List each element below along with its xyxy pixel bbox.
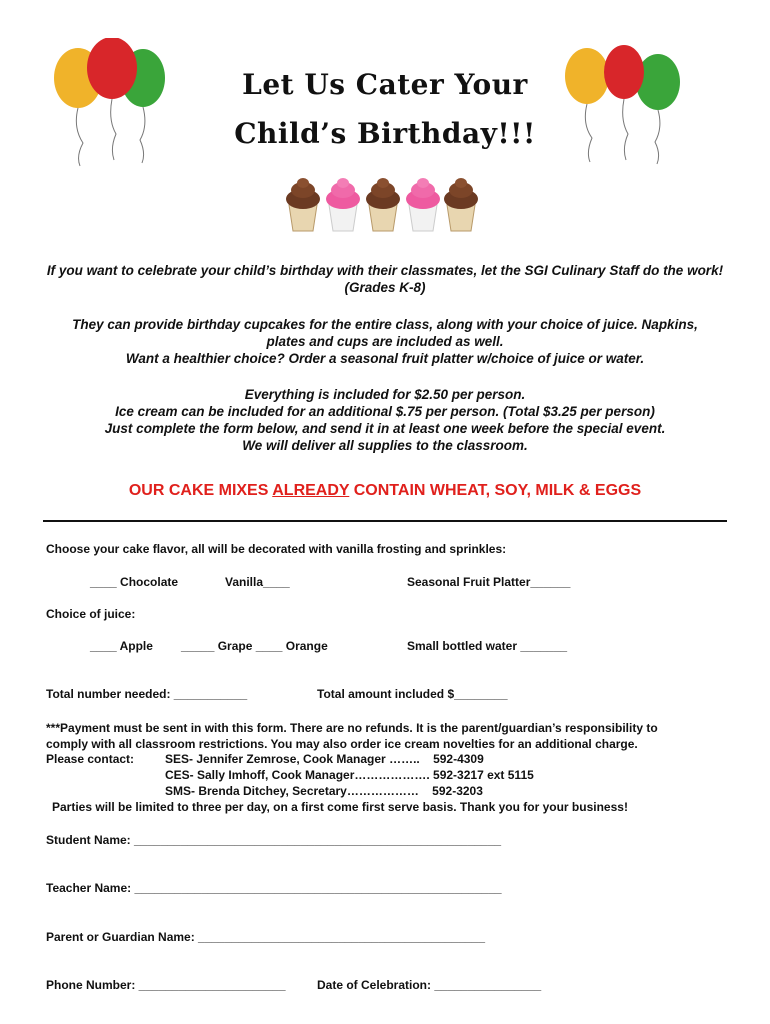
cupcake-icon bbox=[286, 178, 320, 231]
payment-line-2: comply with all classroom restrictions. You may also order ice cream novelties for an additional charge. bbox=[46, 737, 638, 751]
juice-prompt: Choice of juice: bbox=[46, 607, 136, 621]
bottled-water-option[interactable]: Small bottled water _______ bbox=[407, 639, 568, 653]
payment-info bbox=[46, 720, 726, 752]
cupcakes-illustration bbox=[283, 175, 483, 233]
intro-p3-line-3: Just complete the form below, and send it in at least one week before the special event. bbox=[104, 421, 666, 436]
contact-label: Please contact: bbox=[46, 752, 135, 766]
teacher-name-field[interactable]: Teacher Name: _______________________________________________________ bbox=[46, 881, 502, 895]
balloons-right-illustration bbox=[562, 40, 687, 170]
intro-p3-line-4: We will deliver all supplies to the classroom. bbox=[242, 438, 528, 453]
student-name-field[interactable]: Student Name: _______________________________________________________ bbox=[46, 833, 502, 847]
cupcake-icon bbox=[366, 178, 400, 231]
cupcake-icon bbox=[444, 178, 478, 231]
intro-p2-line-2: plates and cups are included as well. bbox=[266, 334, 504, 349]
contact-ses: SES- Jennifer Zemrose, Cook Manager …….. 592-4309 bbox=[165, 752, 484, 766]
contact-ces: CES- Sally Imhoff, Cook Manager………………. 592-3217 ext 5115 bbox=[165, 768, 534, 782]
total-amount-field[interactable]: Total amount included $________ bbox=[317, 687, 508, 701]
celebration-date-field[interactable]: Date of Celebration: ________________ bbox=[317, 978, 542, 992]
intro-p2-line-1: They can provide birthday cupcakes for the entire class, along with your choice of juice. Napkins, bbox=[72, 317, 698, 332]
title-line-2: Child’s Birthday!!! bbox=[234, 117, 536, 150]
warning-text-underlined: ALREADY bbox=[272, 482, 350, 499]
intro-p3-line-1: Everything is included for $2.50 per person. bbox=[244, 387, 526, 402]
apple-juice-option[interactable]: ____ Apple bbox=[90, 639, 153, 653]
party-limit-note: Parties will be limited to three per day, on a first come first serve basis. Thank you for your business! bbox=[52, 800, 628, 814]
grape-orange-option[interactable]: _____ Grape ____ Orange bbox=[181, 639, 328, 653]
parent-name-field[interactable]: Parent or Guardian Name: ___________________________________________ bbox=[46, 930, 486, 944]
warning-text-after: CONTAIN WHEAT, SOY, MILK & EGGS bbox=[349, 482, 642, 499]
chocolate-option[interactable]: ____ Chocolate bbox=[90, 575, 179, 589]
title-line-1: Let Us Cater Your bbox=[242, 68, 528, 101]
allergy-warning bbox=[0, 482, 770, 500]
phone-number-field[interactable]: Phone Number: ______________________ bbox=[46, 978, 286, 992]
intro-paragraph-2 bbox=[40, 316, 730, 367]
intro-p2-line-3: Want a healthier choice? Order a seasonal fruit platter w/choice of juice or water. bbox=[125, 351, 645, 366]
cupcake-icon bbox=[406, 178, 440, 231]
vanilla-option[interactable]: Vanilla____ bbox=[225, 575, 290, 589]
total-number-field[interactable]: Total number needed: ___________ bbox=[46, 687, 248, 701]
fruit-platter-option[interactable]: Seasonal Fruit Platter______ bbox=[407, 575, 571, 589]
cupcake-icon bbox=[326, 178, 360, 231]
intro-p3-line-2: Ice cream can be included for an additional $.75 per person. (Total $3.25 per person) bbox=[115, 404, 655, 419]
warning-text-before: OUR CAKE MIXES bbox=[128, 482, 273, 499]
intro-paragraph-1: If you want to celebrate your child’s birthday with their classmates, let the SGI Culinary Staff do the work! (Grades K-8) bbox=[46, 263, 724, 295]
divider-rule bbox=[43, 520, 727, 522]
contact-sms: SMS- Brenda Ditchey, Secretary……………… 592-3203 bbox=[165, 784, 483, 798]
payment-line-1: ***Payment must be sent in with this form. There are no refunds. It is the parent/guardian’s responsibility to bbox=[46, 721, 658, 735]
flavor-prompt: Choose your cake flavor, all will be decorated with vanilla frosting and sprinkles: bbox=[46, 542, 507, 556]
intro-paragraph-3 bbox=[40, 386, 730, 454]
